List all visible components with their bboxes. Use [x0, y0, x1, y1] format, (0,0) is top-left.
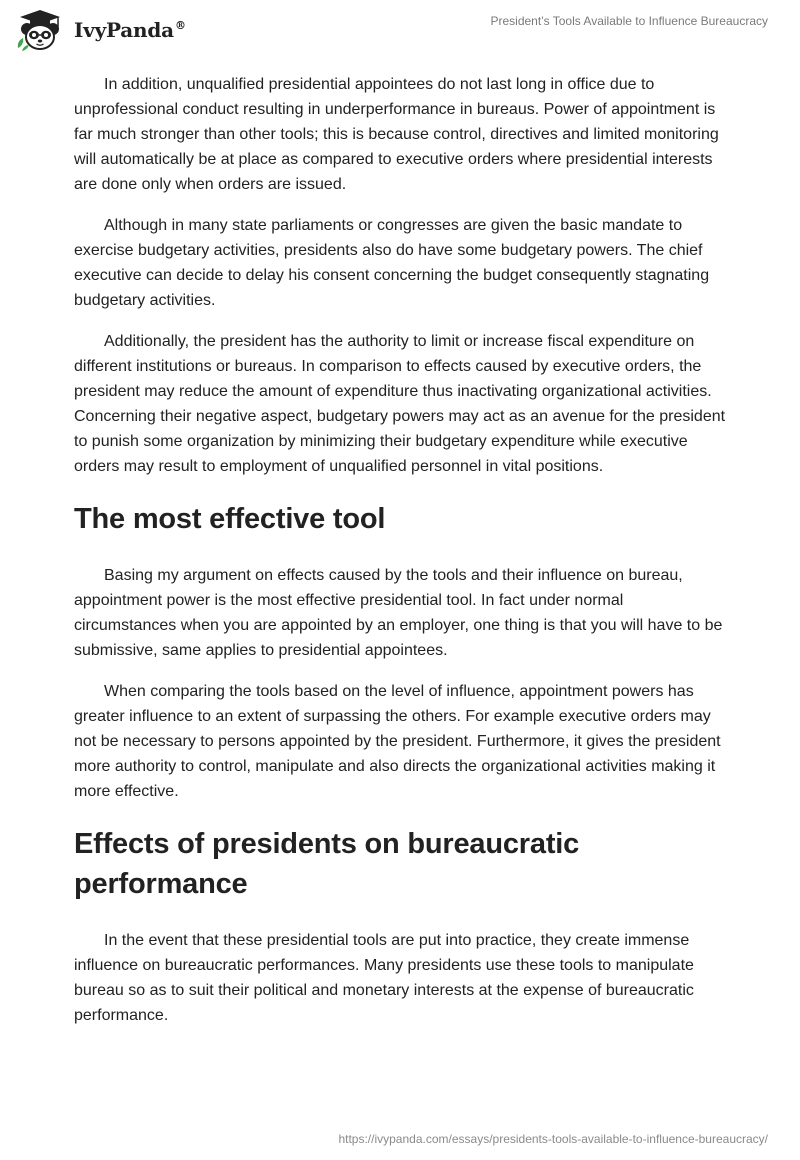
- source-url[interactable]: https://ivypanda.com/essays/presidents-tools-available-to-influence-bureaucracy/: [338, 1132, 768, 1146]
- page-header: [0, 0, 800, 60]
- panda-graduate-icon: [14, 8, 66, 52]
- paragraph: Basing my argument on effects caused by the tools and their influence on bureau, appointment power is the most effective presidential tool. In fact under normal circumstances when you are appointed by an employer, one thing is that you will have to be submissive, same applies to presidential appointees.: [74, 567, 723, 659]
- paragraph: In the event that these presidential tools are put into practice, they create immense influence on bureaucratic performances. Many presidents use these tools to manipulate bureau so as to suit their political and monetary interests at the expense of bureaucratic performance.: [74, 932, 694, 1024]
- section-heading: Effects of presidents on bureaucratic performance: [74, 828, 580, 900]
- paragraph: In addition, unqualified presidential appointees do not last long in office due to unprofessional conduct resulting in underperformance in bureaus. Power of appointment is far much stronger than other tools; this is because control, directives and limited monitoring will automatically be at place as compared to executive orders where presidential interests are done only when orders are issued.: [74, 76, 719, 193]
- ivypanda-logo[interactable]: [14, 8, 186, 52]
- paragraph: Although in many state parliaments or congresses are given the basic mandate to exercise budgetary activities, presidents also do have some budgetary powers. The chief executive can decide to delay his consent concerning the budget consequently stagnating budgetary activities.: [74, 217, 710, 309]
- section-heading: The most effective tool: [74, 503, 386, 535]
- logo-wordmark: IvyPanda®: [74, 18, 186, 42]
- essay-content: [74, 72, 726, 1044]
- document-title: President’s Tools Available to Influence Bureaucracy: [490, 14, 768, 28]
- paragraph: When comparing the tools based on the level of influence, appointment powers has greater influence to an extent of surpassing the others. For example executive orders may not be necessary to persons appointed by the president. Furthermore, it gives the president more authority to control, manipulate and also directs the organizational activities making it more effective.: [74, 683, 721, 800]
- paragraph: Additionally, the president has the authority to limit or increase fiscal expenditure on different institutions or bureaus. In comparison to effects caused by executive orders, the president may reduce the amount of expenditure thus inactivating organizational activities. Concerning their negative aspect, budgetary powers may act as an avenue for the president to punish some organization by minimizing their budgetary expenditure while executive orders may result to employment of unqualified personnel in vital positions.: [74, 333, 726, 475]
